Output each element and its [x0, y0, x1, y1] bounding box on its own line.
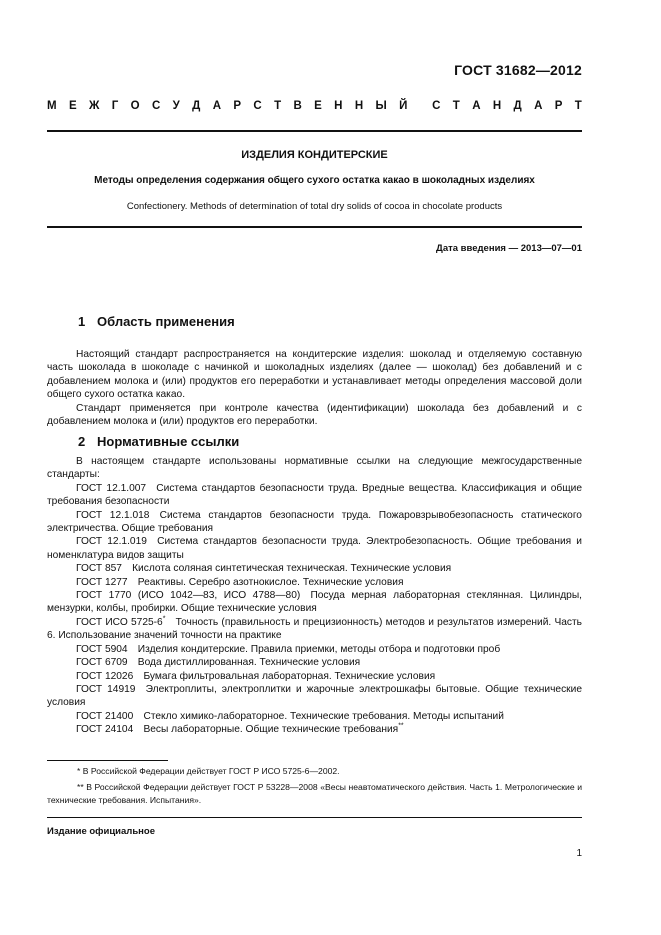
reference-title: Стекло химико-лабораторное. Технические требования. Методы испытаний	[143, 710, 504, 722]
reference-title: Изделия кондитерские. Правила приемки, методы отбора и подготовки проб	[137, 643, 501, 655]
banner-letter: С	[151, 100, 161, 112]
banner-letter: Р	[554, 100, 563, 112]
banner-letter: С	[253, 100, 262, 112]
banner-letter: А	[534, 100, 543, 112]
banner-letter: С	[432, 100, 441, 112]
footnote	[47, 765, 582, 778]
reference-title: Электроплиты, электроплитки и жарочные электрошкафы бытовые. Общие технические условия	[47, 683, 582, 709]
section-title: Область применения	[97, 314, 235, 329]
banner-letter: Ж	[88, 100, 100, 112]
reference-title: Реактивы. Серебро азотнокислое. Технические условия	[137, 576, 404, 588]
reference-item	[47, 656, 582, 669]
edition-label: Издание официальное	[47, 826, 155, 837]
reference-code: ГОСТ 12.1.007	[76, 482, 147, 494]
reference-code: ГОСТ 12.1.019	[76, 536, 147, 548]
banner-letter: В	[293, 100, 302, 112]
banner-letter: М	[47, 100, 57, 112]
reference-item	[47, 482, 582, 509]
document-title: ИЗДЕЛИЯ КОНДИТЕРСКИЕ	[241, 149, 388, 161]
reference-item	[47, 683, 582, 710]
top-divider	[47, 130, 582, 132]
scope-text	[47, 348, 582, 428]
reference-title: Кислота соляная синтетическая техническая. Технические условия	[132, 563, 452, 575]
footnote-text: * В Российской Федерации действует ГОСТ Р ИСО 5725-6—2002.	[77, 766, 340, 776]
reference-title: Система стандартов безопасности труда. Вредные вещества. Классификация и общие требования безопасности	[47, 482, 582, 508]
reference-item	[47, 710, 582, 723]
reference-code: ГОСТ 12026	[76, 670, 134, 682]
reference-item	[47, 589, 582, 616]
reference-title: Весы лабораторные. Общие технические требования	[143, 724, 399, 736]
gost-number: ГОСТ 31682—2012	[454, 62, 582, 78]
banner-letter: Н	[492, 100, 502, 112]
document-subtitle: Методы определения содержания общего сухого остатка какао в шоколадных изделиях	[94, 175, 535, 186]
section-title: Нормативные ссылки	[97, 434, 240, 449]
banner-letter: Е	[314, 100, 322, 112]
reference-item	[47, 576, 582, 589]
introduction-date: Дата введения — 2013—07—01	[436, 243, 582, 254]
page-number: 1	[576, 848, 582, 859]
banner-letter: У	[172, 100, 180, 112]
banner-letter: Н	[354, 100, 364, 112]
paragraph: Стандарт применяется при контроле качества (идентификации) шоколада без добавлений и с добавлением молока и (или) продуктов его переработки.	[47, 402, 582, 428]
reference-title: Вода дистиллированная. Технические условия	[137, 657, 361, 669]
section-heading-references	[78, 434, 239, 449]
footnote	[47, 781, 582, 806]
banner-letter: Т	[574, 100, 582, 112]
banner-letter: Г	[111, 100, 119, 112]
footnote-text: ** В Российской Федерации действует ГОСТ Р 53228—2008 «Весы неавтоматического действия. Часть 1. Метрологические и технические требования. Испытания».	[47, 782, 582, 805]
reference-title: Посуда мерная лабораторная стеклянная. Цилиндры, мензурки, колбы, пробирки. Общие технические условия	[47, 590, 582, 615]
reference-code: ГОСТ 5904	[76, 643, 128, 655]
reference-code: ГОСТ 1277	[76, 576, 128, 588]
banner-letter: Д	[513, 100, 522, 112]
banner-letter: Т	[452, 100, 460, 112]
banner-letter: А	[472, 100, 481, 112]
reference-item	[47, 670, 582, 683]
footnote-marker: **	[398, 722, 404, 730]
banner-letter: Ы	[375, 100, 387, 112]
banner-letter: Д	[192, 100, 201, 112]
section-heading-scope	[78, 314, 235, 329]
banner-letter: Й	[399, 100, 408, 112]
document-english-title: Confectionery. Methods of determination of total dry solids of cocoa in chocolate products	[126, 201, 503, 212]
references-text	[47, 455, 582, 737]
reference-title: Бумага фильтровальная лабораторная. Технические условия	[143, 670, 436, 682]
standard-banner	[47, 100, 582, 112]
reference-list	[47, 482, 582, 737]
reference-title: Система стандартов безопасности труда. Пожаровзрывобезопасность статического электричества. Общие требования	[47, 509, 582, 535]
reference-item	[47, 723, 582, 736]
reference-code: ГОСТ 24104	[76, 724, 134, 736]
reference-code: ГОСТ 14919	[76, 683, 136, 695]
banner-letter: Т	[274, 100, 282, 112]
reference-code: ГОСТ 1770 (ИСО 1042—83, ИСО 4788—80)	[76, 590, 301, 602]
reference-code: ГОСТ 12.1.018	[76, 509, 150, 521]
edition-divider	[47, 817, 582, 818]
banner-letter: Р	[233, 100, 242, 112]
reference-title: Точность (правильность и прецизионность) методов и результатов измерений. Часть 6. Использование значений точности на практике	[47, 616, 582, 642]
section-number: 1	[78, 314, 86, 329]
banner-letter: Е	[68, 100, 77, 112]
banner-letter: О	[130, 100, 140, 112]
reference-item	[47, 562, 582, 575]
reference-code: ГОСТ 21400	[76, 710, 134, 722]
footnote-divider	[47, 760, 168, 761]
reference-code: ГОСТ 857	[76, 563, 122, 575]
reference-item	[47, 535, 582, 562]
reference-title: Система стандартов безопасности труда. Электробезопасность. Общие требования и номенклатура видов защиты	[47, 536, 582, 561]
bottom-divider	[47, 226, 582, 228]
reference-code: ГОСТ ИСО 5725-6	[76, 616, 163, 628]
footnote-marker: *	[162, 615, 166, 623]
reference-code: ГОСТ 6709	[76, 657, 128, 669]
reference-item	[47, 616, 582, 643]
reference-item	[47, 509, 582, 536]
banner-letter: А	[212, 100, 222, 112]
banner-letter: Н	[334, 100, 343, 112]
section-number: 2	[78, 434, 86, 449]
paragraph: В настоящем стандарте использованы нормативные ссылки на следующие межгосударственные стандарты:	[47, 456, 582, 481]
reference-item	[47, 643, 582, 656]
paragraph: Настоящий стандарт распространяется на кондитерские изделия: шоколад и отделяемую составную часть шоколада в шоколаде с начинкой и шоколадных изделиях (далее — шоколад) без добавлений и с добавлением молока и (или) продуктов его переработки и устанавливает методы определения массовой доли общего сухого остатка какао.	[47, 349, 582, 401]
